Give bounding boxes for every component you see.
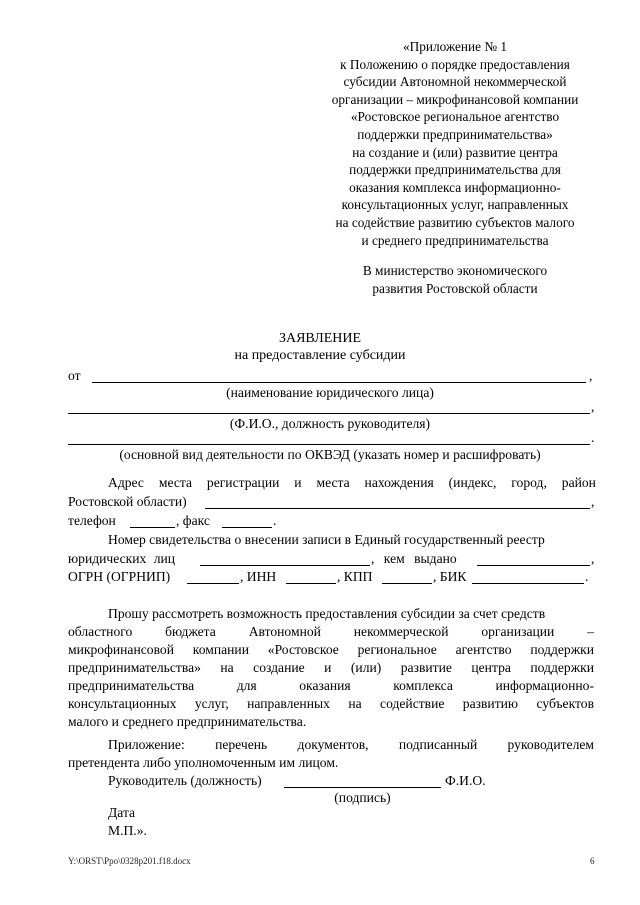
legal-persons-label: юридических лиц [68,551,176,566]
appendix-line: поддержки предпринимательства для [349,162,561,178]
address-field[interactable] [205,508,590,509]
document-subtitle: на предоставление субсидии [234,348,406,363]
appendix-line: «Приложение № 1 [403,39,507,54]
appendix-line: и среднего предпринимательства [361,232,549,248]
period: . [591,430,595,445]
address-word: нахождения [364,475,434,490]
request-line: предпринимательства» на создание и (или) развитие центра поддержки [68,660,594,675]
phone-field[interactable] [130,527,175,528]
page-number: 6 [590,856,595,866]
appendix-header [290,38,620,249]
addressee-line: развития Ростовской области [372,281,538,296]
request-line: консультационных услуг, направленных на содействие развитию субъектов [68,696,594,711]
head-caption: (Ф.И.О., должность руководителя) [229,416,431,431]
period: . [585,569,589,584]
request-line: малого и среднего предпринимательства. [68,714,307,729]
ogrn-field[interactable] [187,583,239,584]
attachment-line: Приложение: перечень документов, подписанный руководителем [108,737,594,752]
kpp-label: , КПП [337,569,373,584]
address-line [108,475,596,491]
appendix-line: оказания комплекса информационно- [349,179,561,195]
issued-by-field[interactable] [477,565,590,566]
appendix-line: «Ростовское региональное агентство [350,109,560,125]
appendix-line: на содействие развитию субъектов малого [335,214,575,230]
appendix-line: к Положению о порядке предоставления [340,56,570,72]
address-word: район [561,475,596,490]
address-word: (индекс, [448,475,497,490]
kpp-field[interactable] [382,583,432,584]
comma: , [591,399,595,414]
request-line: микрофинансовой компании «Ростовское региональное агентство поддержки [68,642,594,657]
okved-field[interactable] [68,444,590,445]
issued-by-label: , кем выдано [371,551,457,566]
footer-path: Y:\ORST\Ppo\0328p201.f18.docx [68,856,191,866]
request-line: областного бюджета Автономной некоммерческой организации – [68,624,594,639]
inn-field[interactable] [286,583,336,584]
comma: , [589,368,593,383]
attachment-line: претендента либо уполномоченным им лицом. [68,755,339,770]
ogrn-label: ОГРН (ОГРНИП) [68,569,171,584]
addressee-line: В министерство экономического [362,263,548,278]
appendix-line: поддержки предпринимательства» [357,126,553,142]
comma: , [591,551,595,566]
seal-label: М.П.». [108,823,147,838]
appendix-line: субсидии Автономной некоммерческой [343,74,567,90]
signature-caption: (подпись) [334,790,391,805]
fax-label: , факс [176,513,210,528]
signature-field[interactable] [284,787,441,788]
date-label: Дата [108,805,136,820]
legal-entity-caption: (наименование юридического лица) [226,385,434,400]
address-word: места [316,475,350,490]
period: . [273,513,277,528]
from-label: от [68,368,81,383]
appendix-line: консультационных услуг, направленных [341,197,569,213]
appendix-line: организации – микрофинансовой компании [331,91,579,107]
registry-line: Номер свидетельства о внесении записи в Единый государственный реестр [108,532,545,547]
fax-field[interactable] [222,527,272,528]
addressee [290,262,620,298]
bik-label: , БИК [433,569,467,584]
phone-label: телефон [68,513,116,528]
appendix-line: на создание и (или) развитие центра [352,144,558,160]
legal-entity-field[interactable] [92,382,586,383]
bik-field[interactable] [472,583,584,584]
document-title: ЗАЯВЛЕНИЕ [278,331,362,346]
address-word: места [158,475,192,490]
address-word: город, [511,475,547,490]
certificate-number-field[interactable] [200,565,370,566]
inn-label: , ИНН [240,569,277,584]
request-line: предпринимательства для оказания комплекса информационно- [68,678,594,693]
address-word: регистрации [206,475,280,490]
address-word: Адрес [108,475,144,490]
address-region-label: Ростовской области) [68,494,187,509]
okved-caption: (основной вид деятельности по ОКВЭД (указать номер и расшифровать) [119,447,541,462]
fio-label: Ф.И.О. [445,773,486,788]
request-line: Прошу рассмотреть возможность предоставления субсидии за счет средств [108,606,546,621]
head-position-label: Руководитель (должность) [108,773,262,788]
head-field[interactable] [68,413,590,414]
address-word: и [294,475,302,490]
comma: , [591,494,595,509]
